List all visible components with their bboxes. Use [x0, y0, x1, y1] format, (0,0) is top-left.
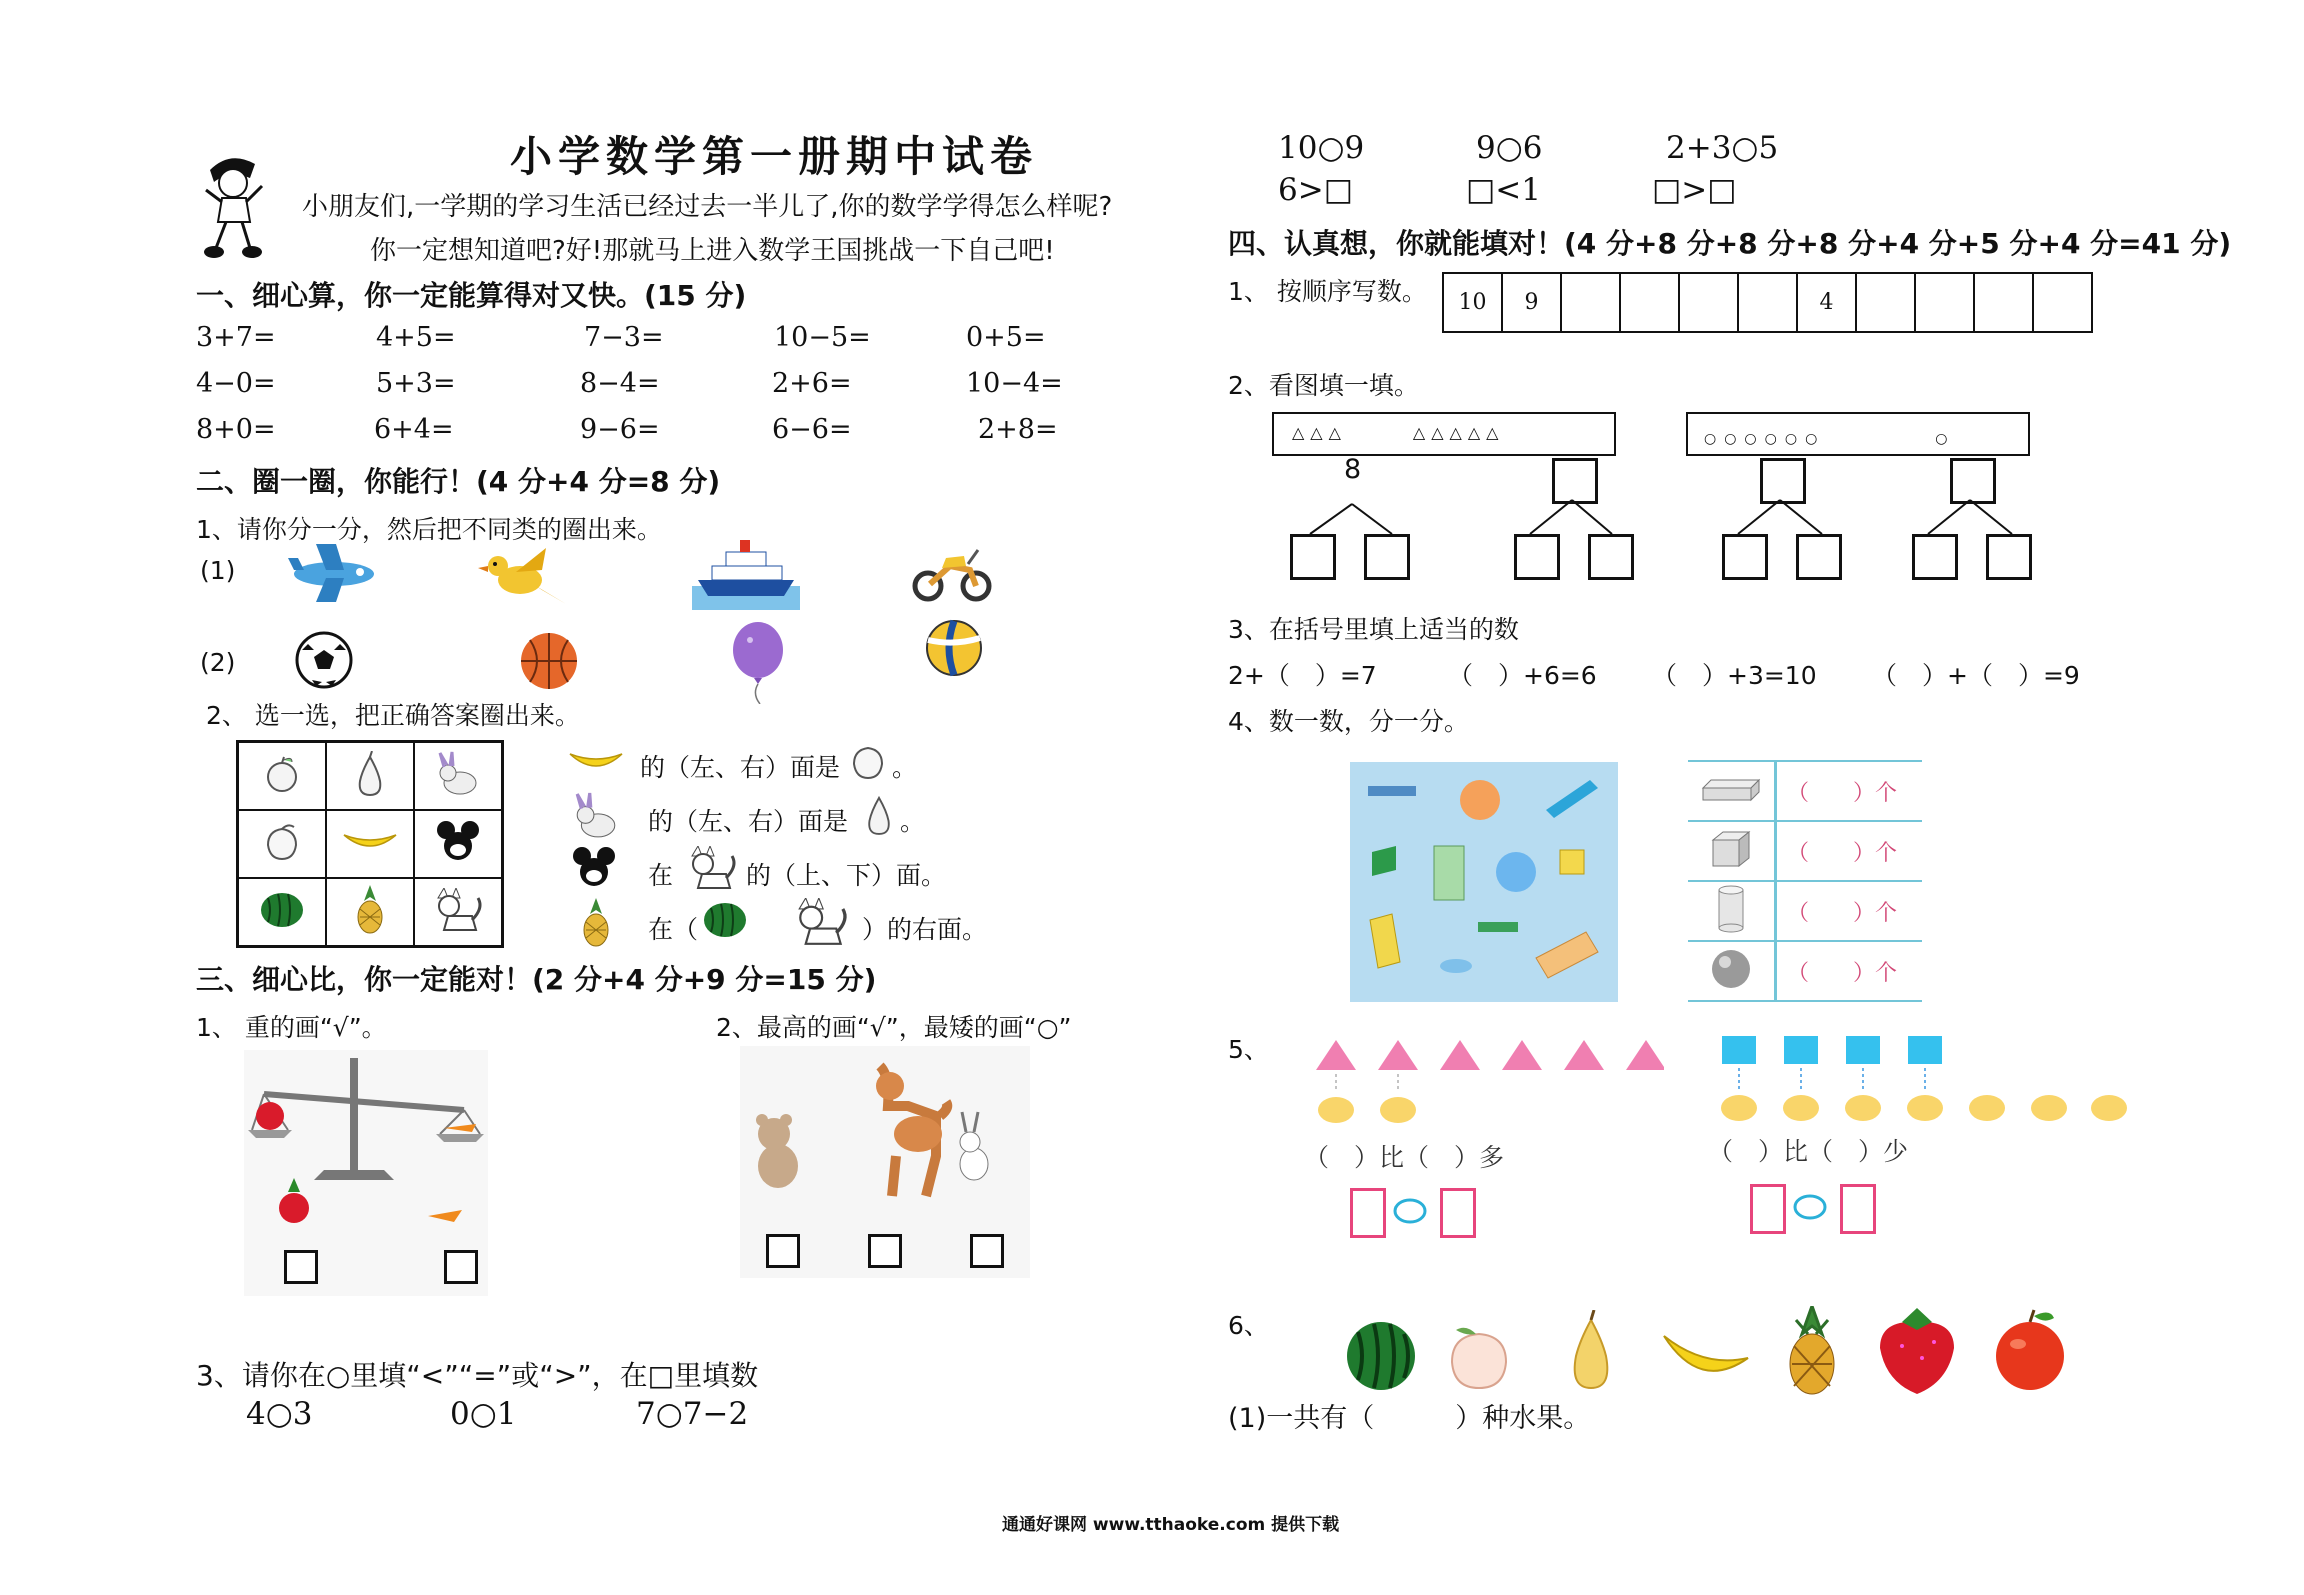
number-box[interactable] — [1350, 1188, 1386, 1238]
tree-leaf-box[interactable] — [1796, 534, 1842, 580]
fox-icon — [432, 888, 484, 932]
compare-item: □>□ — [1652, 172, 1737, 208]
pineapple-picture — [1784, 1306, 1840, 1396]
calc-item: 10−5= — [774, 322, 871, 353]
row2-label: (2) — [200, 648, 236, 677]
fox-icon — [686, 846, 738, 890]
sequence-cell[interactable] — [1680, 274, 1739, 331]
compare-more-text: （ ）比（ ）多 — [1304, 1143, 1505, 1172]
pear-outline-icon — [860, 790, 898, 838]
apple-outline-icon — [262, 754, 302, 794]
footer-credit: 通通好课网 www.tthaoke.com 提供下载 — [1002, 1515, 1340, 1535]
tree-leaf-box[interactable] — [1514, 534, 1560, 580]
cylinder-icon — [1713, 884, 1749, 934]
pear-picture — [1562, 1310, 1620, 1392]
sphere-icon-cell — [1688, 941, 1776, 1001]
grid-cell — [326, 810, 414, 878]
watermelon-picture — [1344, 1320, 1418, 1392]
apple-picture — [1990, 1308, 2070, 1394]
pear-outline-icon — [350, 751, 390, 797]
tree-branch-lines — [1270, 498, 2030, 538]
fill-blank-item: 2+（ ）=7 — [1228, 661, 1377, 690]
compare-less-text: （ ）比（ ）少 — [1708, 1137, 1909, 1166]
soccer-ball-picture — [294, 630, 354, 690]
section4-q6-sub: (1)一共有（ ）种水果。 — [1228, 1403, 1591, 1434]
count-blank[interactable]: （ ）个 — [1776, 821, 1923, 881]
cube-icon — [1709, 828, 1753, 870]
page-title: 小学数学第一册期中试卷 — [510, 132, 1039, 181]
calc-item: 9−6= — [580, 414, 660, 445]
statement-2-end: 。 — [900, 807, 926, 836]
count-blank[interactable]: （ ）个 — [1776, 881, 1923, 941]
calc-item: 4+5= — [376, 322, 456, 353]
answer-box-bear[interactable] — [766, 1234, 800, 1268]
calc-item: 8−4= — [580, 368, 660, 399]
airplane-picture — [286, 540, 382, 604]
tree-leaf-box[interactable] — [1912, 534, 1958, 580]
position-grid — [236, 740, 504, 948]
section3-q3: 3、请你在○里填“<”“=”或“>”，在□里填数 — [196, 1359, 759, 1392]
mickey-mouse-icon — [436, 820, 480, 864]
watermelon-icon — [700, 900, 750, 940]
fill-blank-item: （ ）+6=6 — [1448, 661, 1597, 690]
calc-item: 2+6= — [772, 368, 852, 399]
solid-shapes-picture — [1350, 762, 1618, 1002]
number-box[interactable] — [1750, 1184, 1786, 1234]
tree-top-label: 8 — [1344, 454, 1362, 485]
compare-item: 6>□ — [1278, 172, 1353, 208]
sequence-cell[interactable]: 4 — [1798, 274, 1857, 331]
shape-count-table — [1688, 760, 1922, 1002]
section2-heading: 二、圈一圈，你能行！(4 分+4 分=8 分) — [196, 465, 721, 498]
number-box[interactable] — [1840, 1184, 1876, 1234]
peach-picture — [1446, 1322, 1512, 1392]
pineapple-icon — [352, 885, 388, 935]
calc-item: 6−6= — [772, 414, 852, 445]
cuboid-icon-cell — [1688, 761, 1776, 821]
balloon-picture — [730, 620, 786, 704]
banana-picture — [1660, 1328, 1752, 1386]
triangles-row: △△△ △△△△△ — [1292, 423, 1505, 442]
peach-outline-icon — [848, 740, 888, 782]
sequence-cell[interactable] — [1975, 274, 2034, 331]
rabbit-icon — [434, 751, 482, 797]
ship-picture — [692, 536, 800, 610]
rabbit-icon — [570, 792, 622, 840]
calc-item: 7−3= — [584, 322, 664, 353]
sequence-cell[interactable]: 9 — [1503, 274, 1562, 331]
count-blank[interactable]: （ ）个 — [1776, 941, 1923, 1001]
grid-cell — [238, 810, 327, 878]
cartoon-girl-illustration — [200, 150, 270, 262]
squares-circles-picture — [1708, 1034, 2128, 1124]
banana-icon — [340, 827, 400, 857]
compare-circle-symbol[interactable] — [1392, 1198, 1428, 1224]
row1-label: (1) — [200, 556, 236, 585]
section2-q1: 1、请你分一分，然后把不同类的圈出来。 — [196, 515, 662, 544]
strawberry-picture — [1872, 1302, 1962, 1396]
grid-cell — [326, 742, 414, 811]
calc-item: 2+8= — [978, 414, 1058, 445]
position-statement-2: 的（左、右）面是 — [648, 807, 849, 836]
compare-item: 2+3○5 — [1666, 130, 1779, 166]
volleyball-picture — [924, 618, 984, 678]
section4-q6: 6、 — [1228, 1311, 1269, 1340]
number-sequence — [1442, 272, 2093, 333]
pineapple-icon — [578, 892, 614, 954]
compare-item: 9○6 — [1476, 130, 1543, 166]
section4-q5: 5、 — [1228, 1035, 1269, 1064]
compare-item: 10○9 — [1278, 130, 1365, 166]
calc-item: 5+3= — [376, 368, 456, 399]
tree-leaf-box[interactable] — [1290, 534, 1336, 580]
section4-q3: 3、在括号里填上适当的数 — [1228, 615, 1519, 644]
tree-leaf-box[interactable] — [1588, 534, 1634, 580]
answer-box-rabbit[interactable] — [970, 1234, 1004, 1268]
section2-q2: 2、 选一选，把正确答案圈出来。 — [206, 701, 580, 730]
grid-cell — [414, 810, 503, 878]
tree-leaf-box[interactable] — [1364, 534, 1410, 580]
calc-item: 6+4= — [374, 414, 454, 445]
calc-item: 0+5= — [966, 322, 1046, 353]
tree-leaf-box[interactable] — [1986, 534, 2032, 580]
position-statement-4a: 在（ — [648, 915, 699, 944]
mickey-mouse-icon — [572, 844, 616, 892]
tree-leaf-box[interactable] — [1722, 534, 1768, 580]
grid-cell — [238, 742, 327, 811]
watermelon-icon — [258, 890, 306, 930]
position-statement-3a: 在 — [648, 861, 674, 890]
section3-q1: 1、 重的画“√”。 — [196, 1013, 387, 1042]
cuboid-icon — [1699, 776, 1763, 802]
grid-cell — [414, 878, 503, 947]
compare-circle-symbol[interactable] — [1792, 1194, 1828, 1220]
grid-cell — [238, 878, 327, 947]
count-blank[interactable]: （ ）个 — [1776, 761, 1923, 821]
triangles-circles-picture — [1304, 1040, 1664, 1130]
section1-heading: 一、细心算，你一定能算得对又快。(15 分) — [196, 279, 747, 312]
fill-blank-item: （ ）+（ ）=9 — [1872, 661, 2080, 690]
answer-box-deer[interactable] — [868, 1234, 902, 1268]
section4-q1: 1、 按顺序写数。 — [1228, 277, 1427, 306]
compare-item: 0○1 — [450, 1396, 517, 1432]
section4-q4: 4、数一数，分一分。 — [1228, 707, 1469, 736]
circles-row: ○○○○○○ ○ — [1704, 431, 1956, 447]
fill-blank-item: （ ）+3=10 — [1652, 661, 1817, 690]
answer-box-carrot[interactable] — [444, 1250, 478, 1284]
intro-line-1: 小朋友们,一学期的学习生活已经过去一半儿了,你的数学学得怎么样呢? — [302, 192, 1113, 222]
intro-line-2: 你一定想知道吧?好!那就马上进入数学王国挑战一下自己吧! — [370, 236, 1055, 266]
position-statement-1: 的（左、右）面是 — [640, 753, 841, 782]
sequence-cell[interactable] — [1621, 274, 1680, 331]
motorcycle-picture — [912, 540, 992, 602]
sequence-cell[interactable] — [1857, 274, 1916, 331]
calc-item: 10−4= — [966, 368, 1063, 399]
calc-item: 3+7= — [196, 322, 276, 353]
section3-q2: 2、最高的画“√”，最矮的画“○” — [716, 1013, 1072, 1042]
answer-box-radish[interactable] — [284, 1250, 318, 1284]
section4-q2: 2、看图填一填。 — [1228, 371, 1419, 400]
section3-heading: 三、细心比，你一定能对！(2 分+4 分+9 分=15 分) — [196, 963, 877, 996]
sphere-icon — [1709, 947, 1753, 991]
sequence-cell[interactable]: 10 — [1444, 274, 1503, 331]
section4-heading: 四、认真想，你就能填对！(4 分+8 分+8 分+8 分+4 分+5 分+4 分=41 分) — [1228, 227, 2232, 260]
compare-item: 7○7−2 — [636, 1396, 749, 1432]
position-statement-4b: ）的右面。 — [862, 915, 988, 944]
grid-cell — [326, 878, 414, 947]
number-box[interactable] — [1440, 1188, 1476, 1238]
position-statement-3b: 的（上、下）面。 — [746, 861, 947, 890]
banana-icon — [566, 746, 626, 778]
statement-1-end: 。 — [892, 753, 918, 782]
grid-cell — [414, 742, 503, 811]
compare-item: 4○3 — [246, 1396, 313, 1432]
sequence-cell[interactable] — [1562, 274, 1621, 331]
basketball-picture — [518, 630, 580, 692]
sequence-cell[interactable] — [1916, 274, 1975, 331]
peach-outline-icon — [262, 821, 302, 863]
calc-item: 4−0= — [196, 368, 276, 399]
bird-picture — [476, 542, 568, 612]
cylinder-icon-cell — [1688, 881, 1776, 941]
sequence-cell[interactable] — [2034, 274, 2093, 331]
calc-item: 8+0= — [196, 414, 276, 445]
compare-item: □<1 — [1466, 172, 1541, 208]
fox-icon — [790, 898, 852, 946]
cube-icon-cell — [1688, 821, 1776, 881]
sequence-cell[interactable] — [1739, 274, 1798, 331]
